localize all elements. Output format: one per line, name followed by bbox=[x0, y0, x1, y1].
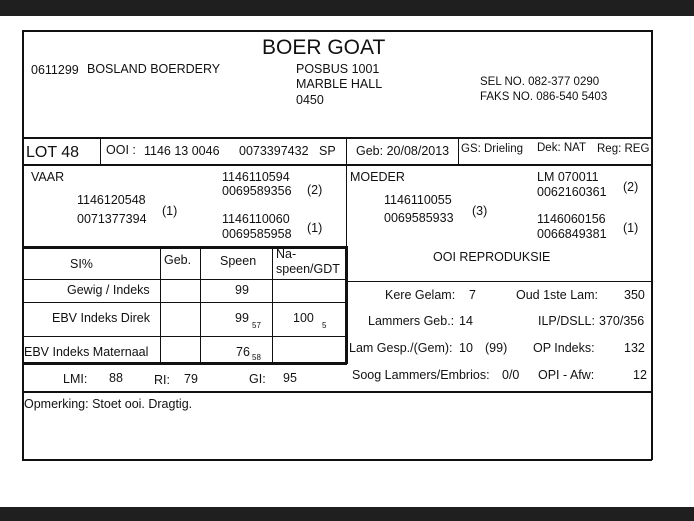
dam-count: (3) bbox=[472, 204, 488, 218]
sires-dam-id: 1146110060 bbox=[222, 212, 290, 226]
remarks-text: Opmerking: Stoet ooi. Dragtig. bbox=[24, 397, 193, 411]
soog-label: Soog Lammers/Embrios: bbox=[352, 368, 490, 382]
dams-dam-registration: 0066849381 bbox=[537, 227, 607, 241]
reproduction-title: OOI REPRODUKSIE bbox=[433, 250, 551, 264]
row-label-ebv-direct: EBV Indeks Direk bbox=[52, 311, 150, 325]
breeder-number: 0611299 bbox=[31, 63, 79, 77]
ri-label: RI: bbox=[154, 373, 170, 387]
card-border-top bbox=[22, 30, 652, 32]
lot-divider bbox=[100, 137, 101, 165]
gi-value: 95 bbox=[283, 371, 297, 385]
lam-gesp-label: Lam Gesp./(Gem): bbox=[349, 341, 453, 355]
card-border-right bbox=[651, 30, 653, 460]
ebv-direct-speen-accuracy: 57 bbox=[252, 321, 261, 330]
index-col-speen-divider bbox=[200, 247, 201, 364]
weight-index-speen: 99 bbox=[235, 283, 249, 297]
index-table-bottom bbox=[22, 362, 347, 365]
lammers-geb-value: 14 bbox=[459, 314, 473, 328]
kere-gelam-value: 7 bbox=[469, 288, 476, 302]
lot-card bbox=[0, 16, 694, 507]
row-label-weight-index: Gewig / Indeks bbox=[67, 283, 150, 297]
sires-dam-registration: 0069585958 bbox=[222, 227, 292, 241]
index-row-rule-1 bbox=[22, 302, 347, 303]
index-table-right bbox=[345, 246, 348, 364]
ebv-maternal-speen-accuracy: 58 bbox=[252, 353, 261, 362]
lam-gesp-average: (99) bbox=[485, 341, 508, 355]
col-header-geb: Geb. bbox=[164, 253, 192, 267]
sire-registration: 0071377394 bbox=[77, 212, 147, 226]
ebv-maternal-speen: 76 bbox=[236, 345, 250, 359]
sires-sire-registration: 0069589356 bbox=[222, 184, 292, 198]
sire-label: VAAR bbox=[31, 170, 65, 184]
sire-id: 1146120548 bbox=[77, 193, 146, 207]
op-index-label: OP Indeks: bbox=[533, 341, 595, 355]
gi-label: GI: bbox=[249, 372, 266, 386]
card-title: BOER GOAT bbox=[262, 36, 386, 59]
lot-row-bottom-rule bbox=[22, 164, 652, 166]
kere-gelam-label: Kere Gelam: bbox=[385, 288, 456, 302]
address-line-1: POSBUS 1001 bbox=[296, 62, 380, 76]
op-index-value: 132 bbox=[624, 341, 645, 355]
dams-sire-registration: 0062160361 bbox=[537, 185, 607, 199]
ooi-code: SP bbox=[319, 144, 336, 158]
dams-dam-id: 1146060156 bbox=[537, 212, 606, 226]
soog-value: 0/0 bbox=[502, 368, 520, 382]
card-border-left bbox=[22, 30, 24, 460]
reproduction-title-rule bbox=[346, 281, 652, 282]
lammers-geb-label: Lammers Geb.: bbox=[368, 314, 455, 328]
dams-sire-count: (2) bbox=[623, 180, 639, 194]
birth-status: GS: Drieling bbox=[461, 143, 523, 155]
ilp-dsll-label: ILP/DSLL: bbox=[538, 314, 595, 328]
ilp-dsll-value: 370/356 bbox=[599, 314, 645, 328]
fax-number: FAKS NO. 086-540 5403 bbox=[480, 91, 608, 103]
address-line-3: 0450 bbox=[296, 93, 324, 107]
ebv-direct-speen: 99 bbox=[235, 311, 249, 325]
oud-lam-label: Oud 1ste Lam: bbox=[516, 288, 598, 302]
ri-value: 79 bbox=[184, 372, 198, 386]
col-header-speen: Speen bbox=[220, 254, 257, 268]
sires-sire-id: 1146110594 bbox=[222, 170, 290, 184]
col-header-naspeen-2: speen/GDT bbox=[276, 262, 340, 276]
lot-row-top-rule bbox=[22, 137, 652, 139]
phone-number: SEL NO. 082-377 0290 bbox=[480, 76, 600, 88]
sire-count: (1) bbox=[162, 204, 178, 218]
lmi-value: 88 bbox=[109, 371, 123, 385]
dams-dam-count: (1) bbox=[623, 221, 639, 235]
lmi-label: LMI: bbox=[63, 372, 88, 386]
address-line-2: MARBLE HALL bbox=[296, 77, 383, 91]
gs-divider bbox=[458, 137, 459, 165]
breeder-name: BOSLAND BOERDERY bbox=[87, 62, 221, 76]
dams-sire-id: LM 070011 bbox=[537, 170, 599, 184]
sires-dam-count: (1) bbox=[307, 221, 323, 235]
card-border-bottom bbox=[22, 459, 652, 461]
dam-registration: 0069585933 bbox=[384, 211, 454, 225]
oud-lam-value: 350 bbox=[624, 288, 645, 302]
ooi-label: OOI : bbox=[106, 143, 136, 157]
index-col-naspeen-divider bbox=[272, 247, 273, 364]
index-table-top bbox=[22, 246, 347, 249]
row-label-ebv-maternal: EBV Indeks Maternaal bbox=[24, 345, 149, 359]
lot-number: LOT 48 bbox=[26, 144, 80, 161]
remarks-rule bbox=[22, 391, 652, 393]
geb-divider bbox=[346, 137, 347, 165]
sires-sire-count: (2) bbox=[307, 183, 323, 197]
ooi-id: 1146 13 0046 bbox=[144, 144, 220, 158]
ebv-direct-naspeen: 100 bbox=[293, 311, 314, 325]
col-header-si: SI% bbox=[70, 257, 93, 271]
index-col-geb-divider bbox=[160, 247, 161, 364]
dam-id: 1146110055 bbox=[384, 193, 452, 207]
index-row-rule-2 bbox=[22, 336, 347, 337]
dek-status: Dek: NAT bbox=[537, 142, 586, 154]
opi-afw-value: 12 bbox=[633, 368, 647, 382]
dam-label: MOEDER bbox=[350, 170, 405, 184]
ooi-registration: 0073397432 bbox=[239, 144, 309, 158]
opi-afw-label: OPI - Afw: bbox=[538, 368, 595, 382]
index-header-rule bbox=[22, 279, 347, 280]
birth-date: Geb: 20/08/2013 bbox=[356, 144, 450, 158]
lam-gesp-value: 10 bbox=[459, 341, 473, 355]
reg-status: Reg: REG bbox=[597, 143, 650, 155]
ebv-direct-naspeen-accuracy: 5 bbox=[322, 321, 327, 330]
col-header-naspeen-1: Na- bbox=[276, 247, 297, 261]
pedigree-divider bbox=[346, 165, 347, 247]
